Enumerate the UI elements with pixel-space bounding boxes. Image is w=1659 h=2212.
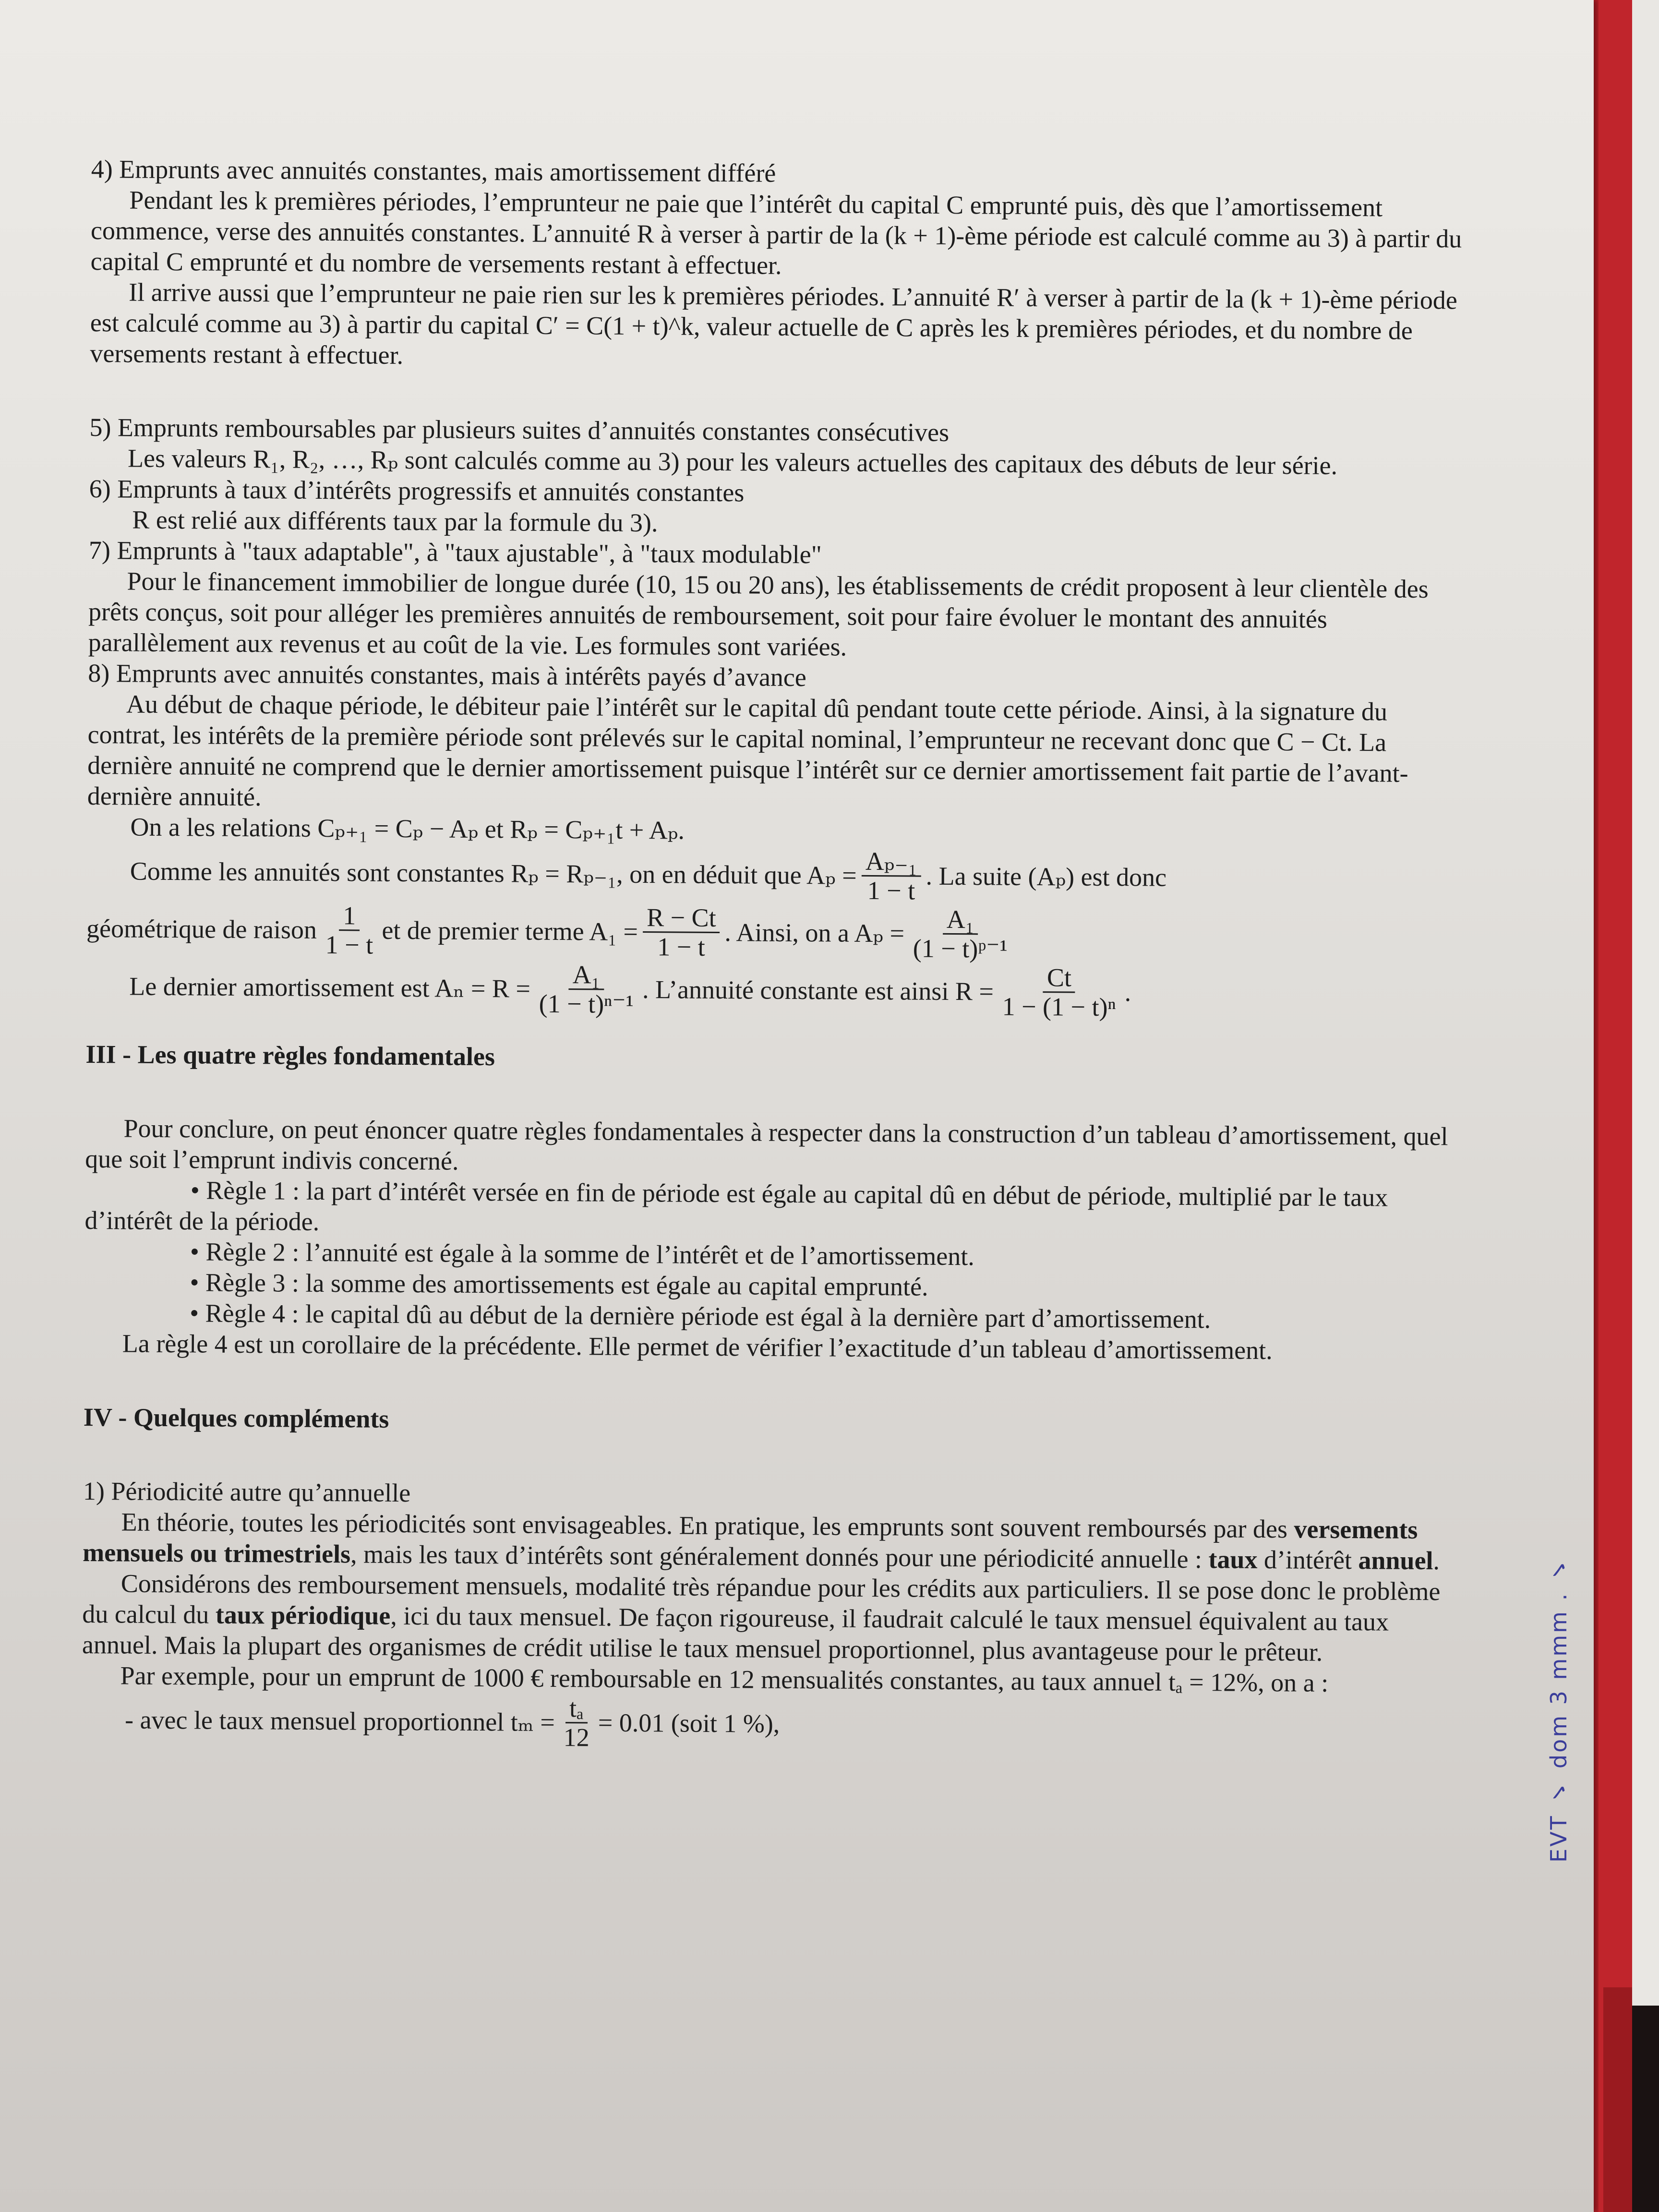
dark-background-corner bbox=[1632, 2006, 1659, 2212]
formula-text: = 0.01 (soit 1 %), bbox=[598, 1708, 780, 1738]
formula-ap-recurrence bbox=[87, 842, 1470, 908]
fraction-denominator: (1 − t)ⁿ⁻¹ bbox=[539, 989, 634, 1019]
fraction-denominator: (1 − t)ᵖ⁻¹ bbox=[913, 933, 1008, 963]
section-4-title: 4) Emprunts avec annuités constantes, mais amortissement différé bbox=[91, 154, 776, 188]
formula-text: Comme les annuités sont constantes Rₚ = Rₚ₋₁, on en déduit que Aₚ = bbox=[130, 856, 857, 890]
section-IV-title: IV - Quelques compléments bbox=[83, 1402, 389, 1433]
fraction-denominator: 1 − t bbox=[867, 876, 915, 905]
fraction bbox=[998, 963, 1120, 1021]
fraction bbox=[861, 847, 921, 904]
fraction-numerator: 1 bbox=[339, 902, 360, 931]
section-6-paragraph: R est relié aux différents taux par la formule du 3). bbox=[132, 505, 658, 538]
fraction bbox=[560, 1694, 594, 1751]
section-5-paragraph: Les valeurs R₁, R₂, …, Rₚ sont calculés comme au 3) pour les valeurs actuelles des capitaux des débuts de leur série. bbox=[127, 444, 1338, 480]
section-IV-paragraph-3: Par exemple, pour un emprunt de 1000 € remboursable en 12 mensualités constantes, au taux annuel tₐ = 12%, on a : bbox=[120, 1661, 1329, 1697]
fraction-denominator: 12 bbox=[563, 1722, 589, 1752]
fraction bbox=[535, 960, 638, 1018]
binder-red-edge bbox=[1599, 0, 1632, 2212]
formula-text: géométrique de raison bbox=[86, 914, 317, 944]
fraction bbox=[643, 903, 720, 961]
fraction-numerator: R − Ct bbox=[643, 903, 720, 933]
fraction-denominator: 1 − t bbox=[325, 930, 373, 960]
section-III-intro: Pour conclure, on peut énoncer quatre règles fondamentales à respecter dans la construction d’un tableau d’amortissement, quel que soit l’emprunt indivis concerné. bbox=[85, 1114, 1448, 1176]
rule-1: • Règle 1 : la part d’intérêt versée en fin de période est égale au capital dû en début de période, multiplié par le taux d’intérêt de la période. bbox=[84, 1176, 1388, 1236]
section-8-paragraph: Au début de chaque période, le débiteur paie l’intérêt sur le capital dû pendant toute cette période. Ainsi, à la signature du contrat, les intérêts de la première période sont prélevés sur le capital nominal, l’emprunteur ne recevant donc que C − Ct. La dernière annuité ne comprend que le dernier amortissement puisque l’intérêt sur ce dernier amortissement fait partie de l’avant-dernière annuité. bbox=[87, 689, 1408, 812]
formula-text: . Ainsi, on a Aₚ = bbox=[724, 918, 905, 948]
section-4-paragraph-2: Il arrive aussi que l’emprunteur ne paie rien sur les k premières périodes. L’annuité R′ à verser à partir de la (k + 1)-ème période est calculé comme au 3) à partir du capital C′ = C(1 + t)^k, valeur actuelle de C après les k premières périodes, et du nombre de versements restant à effectuer. bbox=[90, 277, 1458, 370]
formula-monthly-rate bbox=[82, 1691, 1465, 1757]
fraction-numerator: A₁ bbox=[569, 961, 604, 990]
fraction-numerator: A₁ bbox=[943, 905, 978, 934]
adjacent-sheet-edge bbox=[1632, 0, 1659, 2212]
section-8-relations: On a les relations Cₚ₊₁ = Cₚ − Aₚ et Rₚ = Cₚ₊₁t + Aₚ. bbox=[130, 812, 685, 845]
formula-geometric bbox=[86, 900, 1469, 966]
red-tab bbox=[1603, 1987, 1632, 2212]
section-5-title: 5) Emprunts remboursables par plusieurs suites d’annuités constantes consécutives bbox=[89, 412, 950, 447]
fraction-denominator: 1 − t bbox=[657, 932, 705, 962]
section-8-title: 8) Emprunts avec annuités constantes, mais à intérêts payés d’avance bbox=[88, 658, 807, 692]
fraction-numerator: tₐ bbox=[565, 1694, 588, 1723]
section-IV-paragraph-2: Considérons des remboursement mensuels, modalité très répandue pour les crédits aux particuliers. Il se pose donc le problème du calcul du taux périodique, ici du taux mensuel. De façon rigoureuse, il faudrait calculé le taux mensuel équivalent au taux annuel. Mais la plupart des organismes de crédit utilise le taux mensuel proportionnel, plus avantageuse pour le prêteur. bbox=[82, 1569, 1441, 1667]
section-6-title: 6) Emprunts à taux d’intérêts progressifs et annuités constantes bbox=[89, 474, 745, 507]
section-7-title: 7) Emprunts à "taux adaptable", à "taux ajustable", à "taux modulable" bbox=[88, 535, 822, 569]
fraction-denominator: 1 − (1 − t)ⁿ bbox=[1002, 992, 1116, 1022]
section-III-title: III - Les quatre règles fondamentales bbox=[85, 1039, 495, 1071]
formula-text: Le dernier amortissement est Aₙ = R = bbox=[129, 972, 531, 1003]
formula-text: et de premier terme A₁ = bbox=[382, 915, 638, 946]
margin-handwriting: EVT ✓ dom 3 mmm . ✓ bbox=[1546, 1555, 1572, 1863]
rule-4: • Règle 4 : le capital dû au début de la dernière période est égal à la dernière part d’amortissement. bbox=[190, 1298, 1211, 1334]
formula-last-amortization bbox=[86, 957, 1469, 1023]
fraction bbox=[909, 905, 1012, 962]
fraction-numerator: Aₚ₋₁ bbox=[862, 847, 921, 877]
document-content bbox=[82, 154, 1474, 1757]
section-IV-paragraph-1: En théorie, toutes les périodicités sont envisageables. En pratique, les emprunts sont souvent remboursés par des versements mensuels ou trimestriels, mais les taux d’intérêts sont généralement donnés pour une périodicité annuelle : taux d’intérêt annuel. bbox=[83, 1507, 1440, 1575]
section-III-outro: La règle 4 est un corollaire de la précédente. Elle permet de vérifier l’exactitude d’un tableau d’amortissement. bbox=[122, 1329, 1273, 1365]
rule-2: • Règle 2 : l’annuité est égale à la somme de l’intérêt et de l’amortissement. bbox=[190, 1237, 975, 1271]
formula-text: . L’annuité constante est ainsi R = bbox=[642, 975, 994, 1006]
rule-3: • Règle 3 : la somme des amortissements est égale au capital emprunté. bbox=[190, 1268, 928, 1301]
formula-text: . bbox=[1124, 978, 1131, 1007]
section-4-paragraph-1: Pendant les k premières périodes, l’emprunteur ne paie que l’intérêt du capital C emprunté puis, dès que l’amortissement commence, verse des annuités constantes. L’annuité R à verser à partir de la (k + 1)-ème période est calculé comme au 3) à partir du capital C emprunté et du nombre de versements restant à effectuer. bbox=[90, 185, 1462, 280]
formula-text: - avec le taux mensuel proportionnel tₘ = bbox=[124, 1705, 555, 1737]
fraction bbox=[322, 901, 377, 959]
fraction-numerator: Ct bbox=[1043, 963, 1075, 993]
formula-text: . La suite (Aₚ) est donc bbox=[926, 861, 1167, 892]
section-IV-subtitle-1: 1) Périodicité autre qu’annuelle bbox=[83, 1476, 411, 1508]
section-7-paragraph: Pour le financement immobilier de longue durée (10, 15 ou 20 ans), les établissements de crédit proposent à leur clientèle des prêts conçus, soit pour alléger les premières annuités de remboursement, soit pour faire évoluer le montant des annuités parallèlement aux revenus et au coût de la vie. Les formules sont variées. bbox=[88, 566, 1429, 661]
